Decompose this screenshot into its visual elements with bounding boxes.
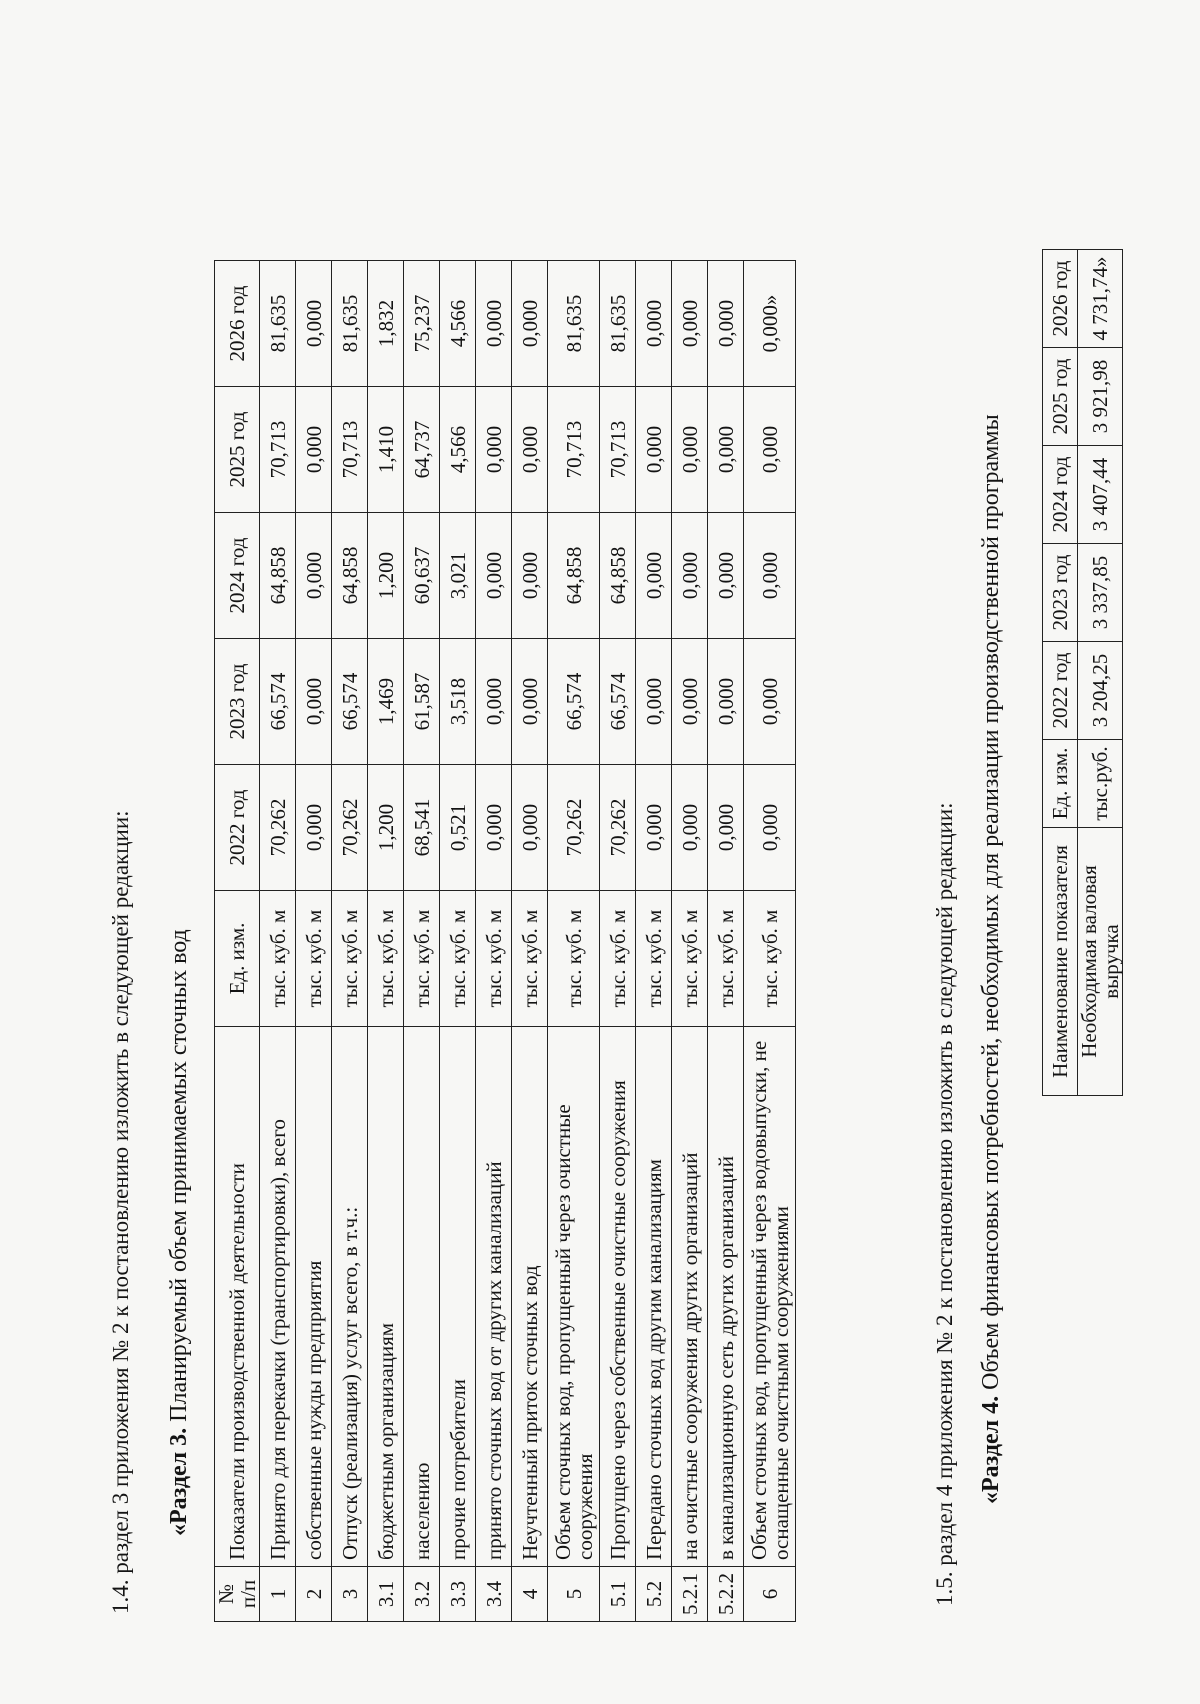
row-number: 2 [296, 1567, 332, 1622]
row-value: 64,737 [404, 387, 440, 513]
row-indicator: Пропущено через собственные очистные сооружения [600, 1027, 636, 1567]
row-number: 1 [260, 1567, 296, 1622]
t4-row-value: 4 731,74» [1078, 250, 1123, 348]
table-row [548, 261, 600, 1622]
row-value: 0,000 [636, 387, 672, 513]
row-value: 0,000 [636, 765, 672, 891]
row-unit: тыс. куб. м [548, 891, 600, 1027]
t4-header-2022: 2022 год [1043, 642, 1078, 740]
t4-row-value: 3 407,44 [1078, 446, 1123, 544]
row-value: 0,000 [296, 513, 332, 639]
t4-row-value: 3 337,85 [1078, 544, 1123, 642]
row-number: 5.2.1 [672, 1567, 708, 1622]
col-header-2022: 2022 год [215, 765, 260, 891]
row-value: 70,713 [332, 387, 368, 513]
row-value: 0,000 [672, 261, 708, 387]
row-value: 0,000 [476, 765, 512, 891]
table-row [332, 261, 368, 1622]
row-indicator: населению [404, 1027, 440, 1567]
row-value: 0,000 [296, 765, 332, 891]
row-value: 0,000 [708, 261, 744, 387]
t4-row-value: 3 921,98 [1078, 348, 1123, 446]
row-value: 70,262 [548, 765, 600, 891]
row-indicator: бюджетным организациям [368, 1027, 404, 1567]
row-value: 1,410 [368, 387, 404, 513]
row-unit: тыс. куб. м [600, 891, 636, 1027]
row-value: 64,858 [260, 513, 296, 639]
table-row [708, 261, 744, 1622]
row-number: 3 [332, 1567, 368, 1622]
section-3-label: «Раздел 3. [166, 1427, 192, 1536]
row-value: 0,000 [744, 765, 796, 891]
table-row [404, 261, 440, 1622]
row-value: 1,832 [368, 261, 404, 387]
t4-header-2025: 2025 год [1043, 348, 1078, 446]
table-row [600, 261, 636, 1622]
t4-row-indicator: Необходимая валовая выручка [1078, 828, 1123, 1096]
row-value: 64,858 [332, 513, 368, 639]
section-4-label: «Раздел 4. [978, 1395, 1004, 1504]
table-row [672, 261, 708, 1622]
section-4-heading: Объем финансовых потребностей, необходимых для реализации производственной программы [978, 414, 1004, 1396]
row-value: 81,635 [332, 261, 368, 387]
row-number: 3.2 [404, 1567, 440, 1622]
row-value: 1,469 [368, 639, 404, 765]
row-value: 70,713 [260, 387, 296, 513]
col-header-num: № п/п [215, 1567, 260, 1622]
row-indicator: Передано сточных вод другим канализациям [636, 1027, 672, 1567]
table-row [368, 261, 404, 1622]
row-number: 5.2.2 [708, 1567, 744, 1622]
row-value: 70,262 [260, 765, 296, 891]
row-value: 0,000 [636, 513, 672, 639]
row-indicator: на очистные сооружения других организаций [672, 1027, 708, 1567]
row-unit: тыс. куб. м [476, 891, 512, 1027]
row-value: 0,000 [512, 261, 548, 387]
row-value: 0,000 [672, 513, 708, 639]
row-value: 0,000 [708, 387, 744, 513]
row-value: 81,635 [548, 261, 600, 387]
row-indicator: собственные нужды предприятия [296, 1027, 332, 1567]
row-value: 64,858 [548, 513, 600, 639]
row-value: 0,000 [512, 639, 548, 765]
row-value: 1,200 [368, 765, 404, 891]
row-value: 0,000 [708, 765, 744, 891]
table-row [476, 261, 512, 1622]
row-number: 5.1 [600, 1567, 636, 1622]
table-row [440, 261, 476, 1622]
t4-header-indicator: Наименование показателя [1043, 828, 1078, 1096]
col-header-2023: 2023 год [215, 639, 260, 765]
row-value: 0,000 [512, 387, 548, 513]
row-number: 3.1 [368, 1567, 404, 1622]
row-value: 66,574 [548, 639, 600, 765]
t4-row-unit: тыс.руб. [1078, 740, 1123, 828]
row-value: 70,262 [332, 765, 368, 891]
t4-header-2023: 2023 год [1043, 544, 1078, 642]
row-value: 0,000 [296, 261, 332, 387]
row-value: 75,237 [404, 261, 440, 387]
row-value: 64,858 [600, 513, 636, 639]
t4-header-2026: 2026 год [1043, 250, 1078, 348]
col-header-indicator: Показатели производственной деятельности [215, 1027, 260, 1567]
row-value: 0,000 [708, 639, 744, 765]
col-header-unit: Ед. изм. [215, 891, 260, 1027]
table-row [512, 261, 548, 1622]
table-row [1078, 250, 1123, 1096]
row-value: 0,000 [476, 387, 512, 513]
row-unit: тыс. куб. м [368, 891, 404, 1027]
row-unit: тыс. куб. м [404, 891, 440, 1027]
row-unit: тыс. куб. м [512, 891, 548, 1027]
row-value: 1,200 [368, 513, 404, 639]
row-value: 0,000 [296, 639, 332, 765]
row-value: 81,635 [600, 261, 636, 387]
section-3-heading: Планируемый объем принимаемых сточных вод [166, 929, 192, 1428]
row-indicator: Отпуск (реализация) услуг всего, в т.ч.: [332, 1027, 368, 1567]
row-value: 0,000» [744, 261, 796, 387]
col-header-2025: 2025 год [215, 387, 260, 513]
row-value: 0,000 [672, 387, 708, 513]
row-unit: тыс. куб. м [744, 891, 796, 1027]
row-value: 68,541 [404, 765, 440, 891]
col-header-2026: 2026 год [215, 261, 260, 387]
row-value: 3,518 [440, 639, 476, 765]
row-indicator: Объем сточных вод, пропущенный через водовыпуски, не оснащенные очистными сооружениями [744, 1027, 796, 1567]
row-unit: тыс. куб. м [260, 891, 296, 1027]
row-indicator: принято сточных вод от других канализаций [476, 1027, 512, 1567]
row-value: 0,000 [636, 639, 672, 765]
row-unit: тыс. куб. м [440, 891, 476, 1027]
row-value: 4,566 [440, 261, 476, 387]
row-value: 0,000 [672, 765, 708, 891]
row-value: 0,000 [476, 639, 512, 765]
row-value: 0,000 [636, 261, 672, 387]
t4-header-2024: 2024 год [1043, 446, 1078, 544]
row-indicator: Неучтенный приток сточных вод [512, 1027, 548, 1567]
table-row [260, 261, 296, 1622]
row-value: 81,635 [260, 261, 296, 387]
section-4-title [978, 414, 1005, 1504]
row-number: 3.4 [476, 1567, 512, 1622]
row-number: 5.2 [636, 1567, 672, 1622]
row-number: 4 [512, 1567, 548, 1622]
row-value: 0,000 [744, 513, 796, 639]
table-row [296, 261, 332, 1622]
row-value: 0,000 [512, 765, 548, 891]
row-indicator: Объем сточных вод, пропущенный через очистные сооружения [548, 1027, 600, 1567]
row-value: 0,521 [440, 765, 476, 891]
row-unit: тыс. куб. м [708, 891, 744, 1027]
row-value: 70,713 [600, 387, 636, 513]
row-value: 0,000 [296, 387, 332, 513]
t4-header-unit: Ед. изм. [1043, 740, 1078, 828]
t4-row-value: 3 204,25 [1078, 642, 1123, 740]
row-value: 0,000 [708, 513, 744, 639]
row-value: 70,262 [600, 765, 636, 891]
row-value: 4,566 [440, 387, 476, 513]
row-value: 60,637 [404, 513, 440, 639]
row-value: 0,000 [672, 639, 708, 765]
row-value: 0,000 [476, 513, 512, 639]
row-unit: тыс. куб. м [672, 891, 708, 1027]
financial-needs-table [1042, 249, 1123, 1096]
row-number: 5 [548, 1567, 600, 1622]
row-value: 0,000 [744, 387, 796, 513]
section-3-title [166, 929, 193, 1536]
row-value: 70,713 [548, 387, 600, 513]
row-unit: тыс. куб. м [636, 891, 672, 1027]
wastewater-volume-table [214, 260, 796, 1622]
table-row [636, 261, 672, 1622]
row-value: 0,000 [476, 261, 512, 387]
paragraph-1-5: 1.5. раздел 4 приложения № 2 к постановлению изложить в следующей редакции: [932, 802, 957, 1606]
row-indicator: Принято для перекачки (транспортировки), всего [260, 1027, 296, 1567]
row-value: 0,000 [744, 639, 796, 765]
row-number: 6 [744, 1567, 796, 1622]
row-indicator: прочие потребители [440, 1027, 476, 1567]
row-unit: тыс. куб. м [296, 891, 332, 1027]
row-value: 3,021 [440, 513, 476, 639]
row-number: 3.3 [440, 1567, 476, 1622]
paragraph-1-4: 1.4. раздел 3 приложения № 2 к постановлению изложить в следующей редакции: [108, 810, 133, 1614]
row-value: 0,000 [512, 513, 548, 639]
row-value: 61,587 [404, 639, 440, 765]
col-header-2024: 2024 год [215, 513, 260, 639]
table-row [744, 261, 796, 1622]
row-value: 66,574 [600, 639, 636, 765]
row-value: 66,574 [332, 639, 368, 765]
row-unit: тыс. куб. м [332, 891, 368, 1027]
row-indicator: в канализационную сеть других организаций [708, 1027, 744, 1567]
row-value: 66,574 [260, 639, 296, 765]
